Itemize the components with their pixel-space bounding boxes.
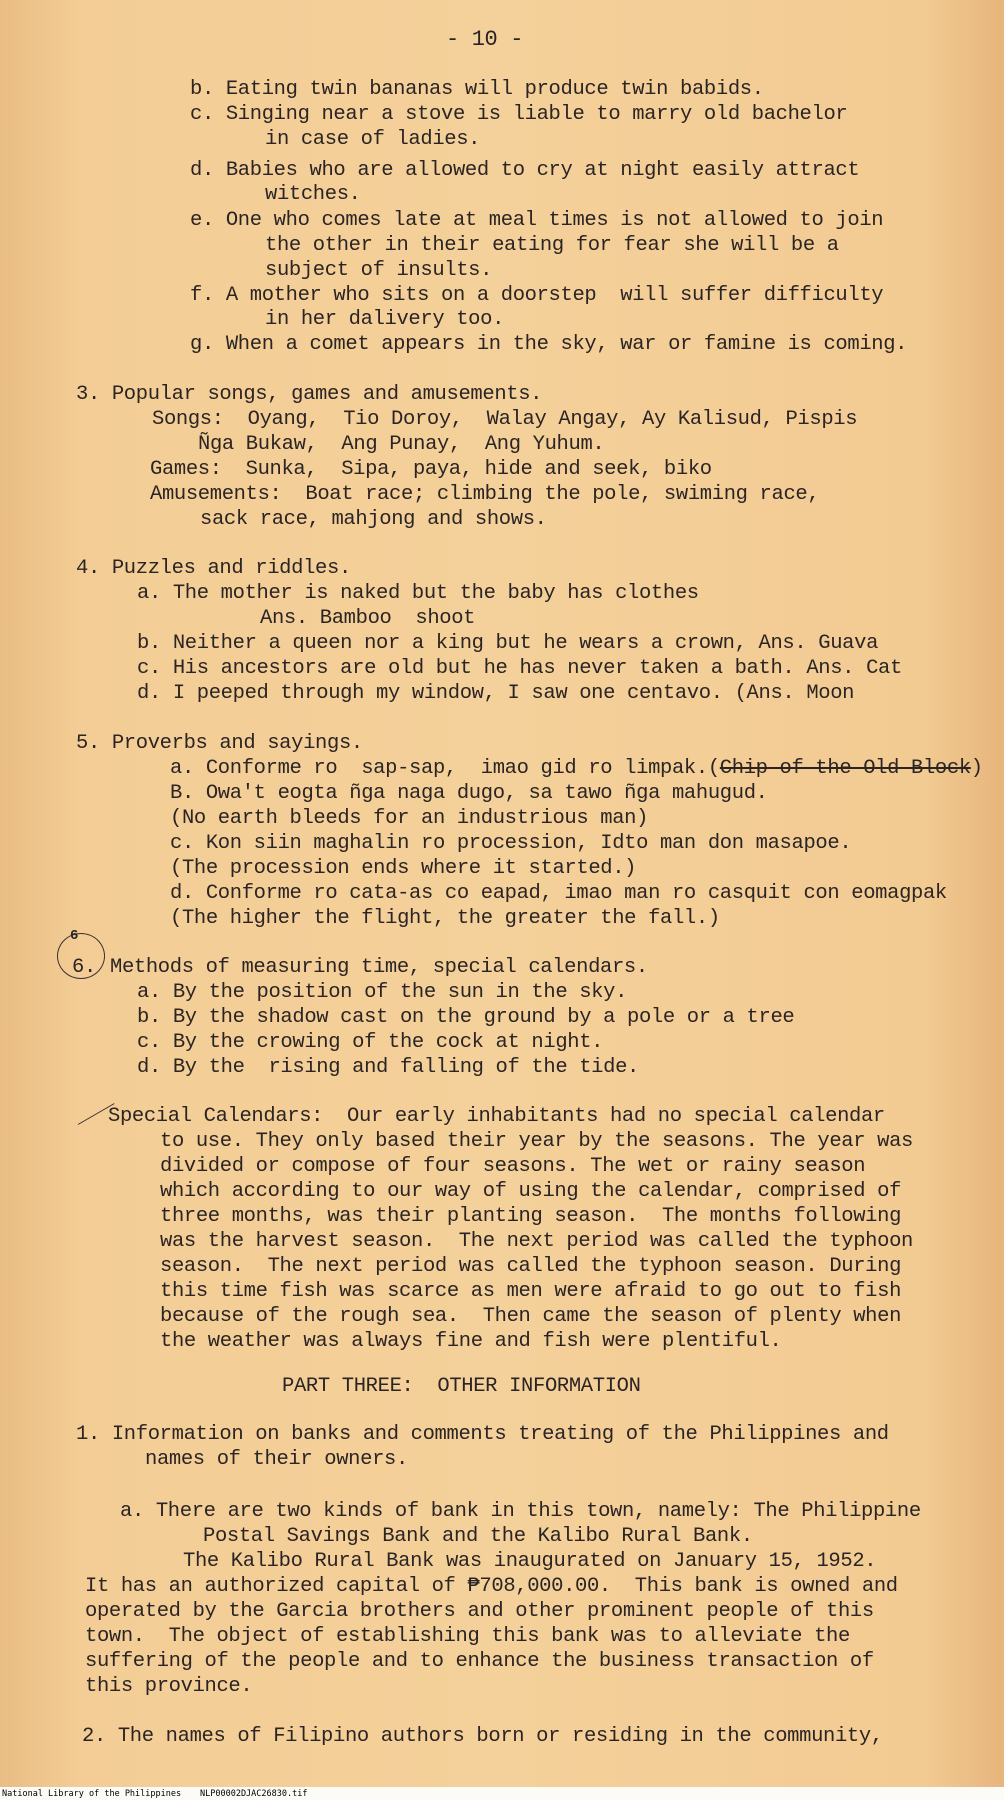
games-line: Games: Sunka, Sipa, paya, hide and seek, biko (150, 458, 712, 481)
songs-line-2: Ñga Bukaw, Ang Punay, Ang Yuhum. (198, 433, 605, 456)
handwritten-correction: 6 (70, 928, 79, 944)
calendars-line-7: season. The next period was called the typhoon season. During (160, 1255, 902, 1278)
superstition-item-d: d. Babies who are allowed to cry at night easily attract (190, 159, 860, 182)
part-three-heading: PART THREE: OTHER INFORMATION (282, 1375, 641, 1398)
info-1a-line-2: Postal Savings Bank and the Kalibo Rural Bank. (203, 1525, 753, 1548)
superstition-item-e-cont2: subject of insults. (265, 259, 493, 282)
superstition-item-f-cont: in her dalivery too. (265, 308, 505, 331)
info-1-line-2: names of their owners. (145, 1448, 408, 1471)
page-number: - 10 - (446, 27, 524, 52)
riddle-a-answer: Ans. Bamboo shoot (260, 607, 476, 630)
info-1a-line-3: The Kalibo Rural Bank was inaugurated on January 15, 1952. (183, 1550, 877, 1573)
info-1a-line-8: this province. (85, 1675, 253, 1698)
calendars-line-6: was the harvest season. The next period was called the typhoon (160, 1230, 913, 1253)
riddle-a: a. The mother is naked but the baby has clothes (137, 582, 699, 605)
calendars-line-8: this time fish was scarce as men were afraid to go out to fish (160, 1280, 902, 1303)
info-2-line: 2. The names of Filipino authors born or residing in the community, (82, 1725, 883, 1748)
superstition-item-d-cont: witches. (265, 183, 361, 206)
footer-institution: National Library of the Philippines (2, 1789, 182, 1799)
info-1a-line-1: a. There are two kinds of bank in this town, namely: The Philippine (120, 1500, 921, 1523)
method-c: c. By the crowing of the cock at night. (137, 1031, 604, 1054)
proverb-b-translation: (No earth bleeds for an industrious man) (170, 807, 649, 830)
proverb-c: c. Kon siin maghalin ro procession, Idto man don masapoe. (170, 832, 852, 855)
superstition-item-b: b. Eating twin bananas will produce twin babids. (190, 78, 764, 101)
method-d: d. By the rising and falling of the tide. (137, 1056, 639, 1079)
section-6-number: 6. (72, 956, 96, 979)
info-1a-line-4: It has an authorized capital of ₱708,000.00. This bank is owned and (85, 1575, 898, 1598)
method-a: a. By the position of the sun in the sky. (137, 981, 628, 1004)
section-5-heading: 5. Proverbs and sayings. (76, 732, 363, 755)
proverb-b: B. Owa't eogta ñga naga dugo, sa tawo ñga mahugud. (170, 782, 768, 805)
calendars-line-1: Special Calendars: Our early inhabitants had no special calendar (108, 1105, 885, 1128)
calendars-line-5: three months, was their planting season. The months following (160, 1205, 902, 1228)
footer-file-id: NLP00002DJAC26830.tif (200, 1789, 308, 1799)
proverb-a (170, 757, 983, 781)
proverb-a-close: ) (970, 757, 983, 780)
proverb-a-text: a. Conforme ro sap-sap, imao gid ro limpak.( (170, 757, 720, 780)
section-4-heading: 4. Puzzles and riddles. (76, 557, 351, 580)
calendars-line-9: because of the rough sea. Then came the season of plenty when (160, 1305, 902, 1328)
amusements-line-1: Amusements: Boat race; climbing the pole, swiming race, (150, 483, 820, 506)
calendars-line-10: the weather was always fine and fish were plentiful. (160, 1330, 782, 1353)
info-1-line-1: 1. Information on banks and comments treating of the Philippines and (76, 1423, 889, 1446)
amusements-line-2: sack race, mahjong and shows. (200, 508, 547, 531)
method-b: b. By the shadow cast on the ground by a pole or a tree (137, 1006, 795, 1029)
section-6-heading: Methods of measuring time, special calendars. (110, 956, 648, 979)
riddle-b: b. Neither a queen nor a king but he wears a crown, Ans. Guava (137, 632, 879, 655)
calendars-line-3: divided or compose of four seasons. The wet or rainy season (160, 1155, 866, 1178)
superstition-item-e-cont: the other in their eating for fear she will be a (265, 234, 839, 257)
info-1a-line-6: town. The object of establishing this bank was to alleviate the (85, 1625, 850, 1648)
calendars-line-4: which according to our way of using the calendar, comprised of (160, 1180, 902, 1203)
proverb-d-translation: (The higher the flight, the greater the fall.) (170, 907, 720, 930)
info-1a-line-5: operated by the Garcia brothers and other prominent people of this (85, 1600, 874, 1623)
riddle-d: d. I peeped through my window, I saw one centavo. (Ans. Moon (137, 682, 855, 705)
superstition-item-c-cont: in case of ladies. (265, 128, 481, 151)
riddle-c: c. His ancestors are old but he has never taken a bath. Ans. Cat (137, 657, 902, 680)
songs-line-1: Songs: Oyang, Tio Doroy, Walay Angay, Ay Kalisud, Pispis (152, 408, 858, 431)
proverb-d: d. Conforme ro cata-as co eapad, imao man ro casquit con eomagpak (170, 882, 947, 905)
superstition-item-e: e. One who comes late at meal times is not allowed to join (190, 209, 884, 232)
proverb-c-translation: (The procession ends where it started.) (170, 857, 637, 880)
calendars-line-2: to use. They only based their year by the seasons. The year was (160, 1130, 913, 1153)
superstition-item-c: c. Singing near a stove is liable to marry old bachelor (190, 103, 848, 126)
superstition-item-g: g. When a comet appears in the sky, war or famine is coming. (190, 333, 908, 356)
info-1a-line-7: suffering of the people and to enhance the business transaction of (85, 1650, 874, 1673)
superstition-item-f: f. A mother who sits on a doorstep will suffer difficulty (190, 284, 884, 307)
proverb-a-struck-translation: Chip of the Old Block (719, 757, 971, 780)
section-3-heading: 3. Popular songs, games and amusements. (76, 383, 543, 406)
